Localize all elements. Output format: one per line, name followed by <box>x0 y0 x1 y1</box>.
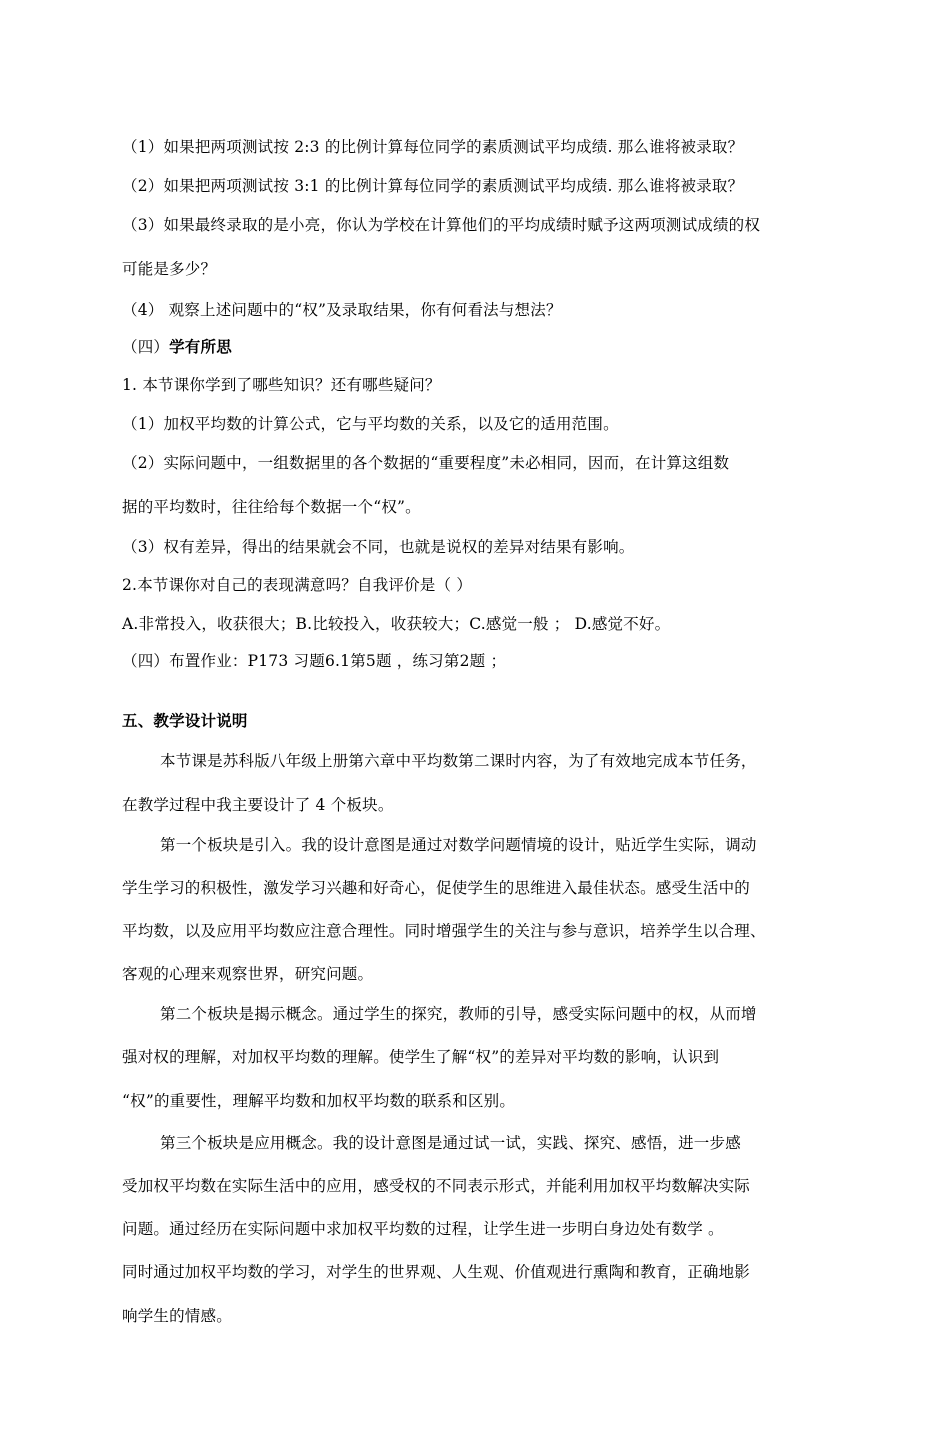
paragraph-line: 第三个板块是应用概念。我的设计意图是通过试一试，实践、探究、感悟，进一步感 <box>160 1134 741 1152</box>
self-evaluation-question: 2.本节课你对自己的表现满意吗？自我评价是（ ） <box>122 576 473 594</box>
question-2: （2）如果把两项测试按 3:1 的比例计算每位同学的素质测试平均成绩. 那么谁将被录取？ <box>122 177 744 195</box>
reflection-item-1: （1）加权平均数的计算公式，它与平均数的关系，以及它的适用范围。 <box>122 415 619 433</box>
reflection-item-2: （2）实际问题中，一组数据里的各个数据的“重要程度”未必相同，因而，在计算这组数 <box>122 454 730 472</box>
paragraph-line: 响学生的情感。 <box>122 1307 232 1325</box>
paragraph-line: 第二个板块是揭示概念。通过学生的探究，教师的引导，感受实际问题中的权，从而增 <box>160 1005 757 1023</box>
self-evaluation-options: A.非常投入，收获很大；B.比较投入，收获较大；C.感觉一般 ； D.感觉不好。 <box>122 615 671 633</box>
section-4-title: 学有所思 <box>169 337 232 356</box>
question-4: （4） 观察上述问题中的“权”及录取结果，你有何看法与想法？ <box>122 301 562 319</box>
paragraph-line: 受加权平均数在实际生活中的应用，感受权的不同表示形式，并能利用加权平均数解决实际 <box>122 1177 751 1195</box>
section-4-prefix: （四） <box>122 338 170 356</box>
question-1: （1）如果把两项测试按 2:3 的比例计算每位同学的素质测试平均成绩. 那么谁将被录取？ <box>122 138 744 156</box>
reflection-item-3: （3）权有差异，得出的结果就会不同，也就是说权的差异对结果有影响。 <box>122 538 635 556</box>
paragraph-line: 强对权的理解，对加权平均数的理解。使学生了解“权”的差异对平均数的影响，认识到 <box>122 1048 720 1066</box>
paragraph-line: 学生学习的积极性，激发学习兴趣和好奇心，促使学生的思维进入最佳状态。感受生活中的 <box>122 879 751 897</box>
paragraph-line: 第一个板块是引入。我的设计意图是通过对数学问题情境的设计，贴近学生实际，调动 <box>160 836 757 854</box>
paragraph-line: 同时通过加权平均数的学习，对学生的世界观、人生观、价值观进行熏陶和教育，正确地影 <box>122 1263 751 1281</box>
question-3: （3）如果最终录取的是小亮，你认为学校在计算他们的平均成绩时赋予这两项测试成绩的权 <box>122 216 761 234</box>
section-5-title: 五、教学设计说明 <box>122 711 248 730</box>
paragraph-line: 客观的心理来观察世界，研究问题。 <box>122 965 374 983</box>
paragraph-line: 在教学过程中我主要设计了 4 个板块。 <box>122 796 394 814</box>
paragraph-line: 平均数，以及应用平均数应注意合理性。同时增强学生的关注与参与意识，培养学生以合理、 <box>122 922 766 940</box>
homework: （四）布置作业：P173 习题6.1第5题 ，练习第2题 ； <box>122 652 507 670</box>
paragraph-line: “权”的重要性，理解平均数和加权平均数的联系和区别。 <box>122 1092 516 1110</box>
paragraph-line: 本节课是苏科版八年级上册第六章中平均数第二课时内容，为了有效地完成本节任务， <box>160 752 757 770</box>
paragraph-line: 问题。通过经历在实际问题中求加权平均数的过程，让学生进一步明白身边处有数学 。 <box>122 1220 724 1238</box>
reflection-q1: 1. 本节课你学到了哪些知识？还有哪些疑问？ <box>122 376 441 394</box>
section-4-heading <box>122 337 232 357</box>
question-3-cont: 可能是多少？ <box>122 260 217 278</box>
reflection-item-2-cont: 据的平均数时，往往给每个数据一个“权”。 <box>122 498 421 516</box>
